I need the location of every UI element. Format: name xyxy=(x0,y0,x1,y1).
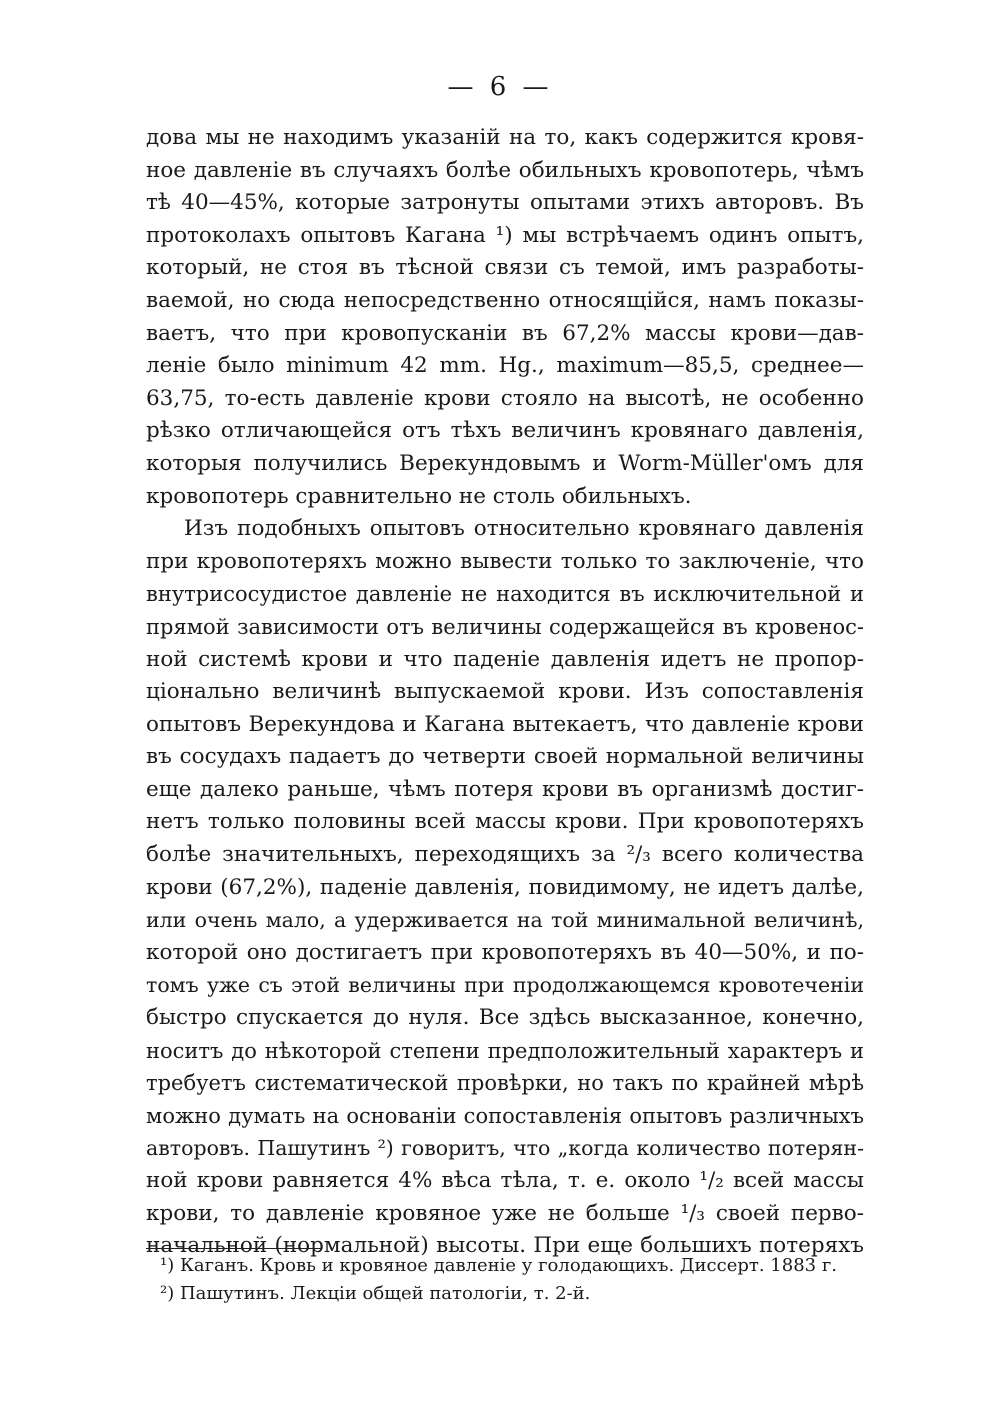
text-line: крови, то давленіе кровяное уже не больше ¹/₃ своей перво- xyxy=(146,1200,864,1226)
text-line: въ сосудахъ падаетъ до четверти своей нормальной величины xyxy=(146,744,864,770)
text-line: крови (67,2%), паденіе давленія, повидимому, не идетъ далѣе, xyxy=(146,874,864,900)
text-line: тѣ 40—45%, которые затронуты опытами этихъ авторовъ. Въ xyxy=(146,190,864,216)
text-line: ціонально величинѣ выпускаемой крови. Изъ сопоставленія xyxy=(146,679,864,705)
footnote-2: ²) Пашутинъ. Лекціи общей патологіи, т. 2-й. xyxy=(160,1283,591,1304)
text-line: рѣзко отличающейся отъ тѣхъ величинъ кровянаго давленія, xyxy=(146,418,864,444)
text-line: ной системѣ крови и что паденіе давленія идетъ не пропор- xyxy=(146,646,864,672)
text-line: кровопотерь сравнительно не столь обильныхъ. xyxy=(146,483,692,509)
text-line: протоколахъ опытовъ Кагана ¹) мы встрѣчаемъ одинъ опытъ, xyxy=(146,222,864,248)
text-line: быстро спускается до нуля. Все здѣсь высказанное, конечно, xyxy=(146,1005,864,1031)
text-line: авторовъ. Пашутинъ ²) говоритъ, что „когда количество потерян- xyxy=(146,1136,864,1161)
text-line: или очень мало, а удерживается на той минимальной величинѣ, xyxy=(146,908,864,933)
text-line: ваетъ, что при кровопусканіи въ 67,2% массы крови—дав- xyxy=(146,320,864,346)
text-line: еще далеко раньше, чѣмъ потеря крови въ организмѣ достиг- xyxy=(146,776,864,802)
text-line: которыя получились Верекундовымъ и Worm-Müller'омъ для xyxy=(146,450,864,476)
text-line: внутрисосудистое давленіе не находится въ исключительной и xyxy=(146,582,864,607)
text-line: ное давленіе въ случаяхъ болѣе обильныхъ кровопотерь, чѣмъ xyxy=(146,157,864,183)
text-line: нетъ только половины всей массы крови. При кровопотеряхъ xyxy=(146,809,864,835)
text-line: который, не стоя въ тѣсной связи съ темой, имъ разработы- xyxy=(146,255,864,281)
text-line: прямой зависимости отъ величины содержащейся въ кровенос- xyxy=(146,614,864,639)
text-line: леніе было minimum 42 mm. Hg., maximum—85,5, среднее— xyxy=(146,353,864,379)
text-line: которой оно достигаетъ при кровопотеряхъ въ 40—50%, и по- xyxy=(146,939,864,965)
body-text xyxy=(146,122,864,1263)
text-line: ной крови равняется 4% вѣса тѣла, т. е. около ¹/₂ всей массы xyxy=(146,1168,864,1193)
text-line: при кровопотеряхъ можно вывести только то заключеніе, что xyxy=(146,548,864,574)
text-line: носитъ до нѣкоторой степени предположительный характеръ и xyxy=(146,1038,864,1063)
text-line: требуетъ систематической провѣрки, но такъ по крайней мѣрѣ xyxy=(146,1071,864,1096)
text-line: томъ уже съ этой величины при продолжающемся кровотеченіи xyxy=(146,973,864,998)
footnote-1: ¹) Каганъ. Кровь и кровяное давленіе у голодающихъ. Диссерт. 1883 г. xyxy=(160,1255,837,1276)
text-line: 63,75, то-есть давленіе крови стояло на высотѣ, не особенно xyxy=(146,385,864,411)
footnotes xyxy=(160,1252,870,1308)
page-number: — 6 — xyxy=(447,72,553,102)
text-line: ваемой, но сюда непосредственно относящійся, намъ показы- xyxy=(146,287,864,313)
paragraph-start-line: Изъ подобныхъ опытовъ относительно кровянаго давленія xyxy=(184,516,864,542)
footnote-divider xyxy=(146,1248,322,1249)
text-line: дова мы не находимъ указаній на то, какъ содержится кровя- xyxy=(146,125,864,150)
text-line: начальной (нормальной) высоты. При еще большихъ потеряхъ xyxy=(146,1233,864,1259)
text-line: опытовъ Верекундова и Кагана вытекаетъ, что давленіе крови xyxy=(146,711,864,737)
text-line: можно думать на основаніи сопоставленія опытовъ различныхъ xyxy=(146,1103,864,1128)
text-line: болѣе значительныхъ, переходящихъ за ²/₃ всего количества xyxy=(146,842,864,868)
